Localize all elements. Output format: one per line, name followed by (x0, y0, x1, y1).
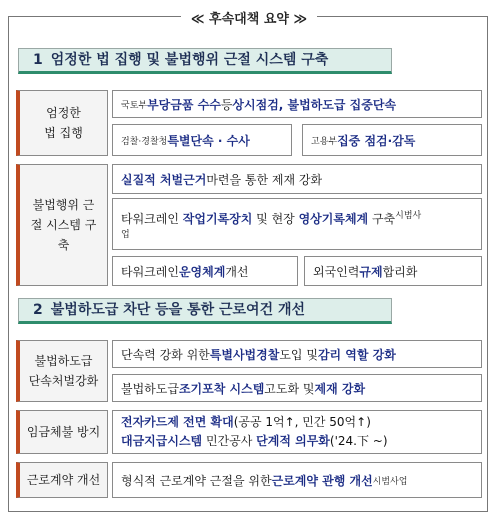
item-labor-contract-practice: 형식적 근로계약 근절을 위한 근로계약 관행 개선 시범사업 (112, 462, 482, 498)
label-system-building: 불법행위 근 절 시스템 구 축 (16, 164, 108, 286)
section-number: 2 (33, 302, 43, 318)
item-crane-recording: 타워크레인 작업기록장치 및 현장 영상기록체계 구축$^{시범사}$ 업 (112, 198, 482, 250)
item-prosecution-investigation: 검찰·경찰청 특별단속 · 수사 (112, 124, 292, 156)
section-1-header (18, 48, 392, 74)
section-number: 1 (33, 52, 43, 68)
item-labor-inspection: 고용부 집중 점검·감독 (302, 124, 482, 156)
label-labor-contract: 근로계약 개선 (16, 462, 108, 498)
label-wage-arrears: 임금체불 방지 (16, 410, 108, 454)
page-title: ≪ 후속대책 요약 ≫ (0, 8, 498, 27)
item-early-detection: 불법하도급 조기포착 시스템 고도화 및 제재 강화 (112, 374, 482, 402)
item-molit-inspection: 국토부 부당금품 수수 등 상시점검, 불법하도급 집중단속 (112, 90, 482, 118)
label-strict-enforcement: 엄정한 법 집행 (16, 90, 108, 156)
section-2-header (18, 298, 392, 324)
item-sanction-basis: 실질적 처벌근거 마련을 통한 제재 강화 (112, 164, 482, 194)
label-subcontract-crackdown: 불법하도급 단속처벌강화 (16, 340, 108, 402)
section-title: 불법하도급 차단 등을 통한 근로여건 개선 (50, 302, 306, 318)
section-title: 엄정한 법 집행 및 불법행위 근절 시스템 구축 (50, 52, 329, 68)
item-crane-operation: 타워크레인 운영체계 개선 (112, 256, 298, 286)
item-special-police: 단속력 강화 위한 특별사법경찰 도입 및 감리 역할 강화 (112, 340, 482, 368)
item-foreign-labor: 외국인력 규제 합리화 (304, 256, 482, 286)
item-wage-measures: 전자카드제 전면 확대(공공 1억↑, 민간 50억↑) 대금지급시스템 민간공사 단계적 의무화('24.下 ~) (112, 410, 482, 454)
